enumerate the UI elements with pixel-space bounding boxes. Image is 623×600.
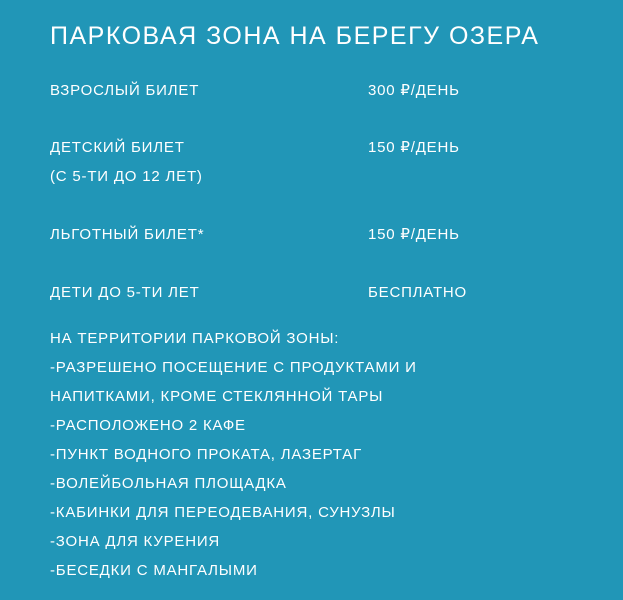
discount-ticket-label: ЛЬГОТНЫЙ БИЛЕТ* xyxy=(50,226,205,243)
feature-item: -ВОЛЕЙБОЛЬНАЯ ПЛОЩАДКА xyxy=(50,475,287,492)
page-title: ПАРКОВАЯ ЗОНА НА БЕРЕГУ ОЗЕРА xyxy=(50,22,540,50)
features-heading: НА ТЕРРИТОРИИ ПАРКОВОЙ ЗОНЫ: xyxy=(50,330,340,347)
child-ticket-label xyxy=(50,133,203,191)
child-ticket-title: ДЕТСКИЙ БИЛЕТ xyxy=(50,139,185,156)
adult-ticket-price: 300 ₽/ДЕНЬ xyxy=(368,82,460,99)
feature-item: -ЗОНА ДЛЯ КУРЕНИЯ xyxy=(50,533,221,550)
feature-item: -РАЗРЕШЕНО ПОСЕЩЕНИЕ С ПРОДУКТАМИ И xyxy=(50,359,417,376)
features-list xyxy=(50,324,417,585)
feature-item: -РАСПОЛОЖЕНО 2 КАФЕ xyxy=(50,417,246,434)
under5-price: БЕСПЛАТНО xyxy=(368,284,468,301)
child-ticket-age-note: (С 5-ТИ ДО 12 ЛЕТ) xyxy=(50,168,203,185)
discount-ticket-price: 150 ₽/ДЕНЬ xyxy=(368,226,460,243)
child-ticket-price: 150 ₽/ДЕНЬ xyxy=(368,139,460,156)
feature-item: -ПУНКТ ВОДНОГО ПРОКАТА, ЛАЗЕРТАГ xyxy=(50,446,362,463)
feature-item: -КАБИНКИ ДЛЯ ПЕРЕОДЕВАНИЯ, СУНУЗЛЫ xyxy=(50,504,396,521)
feature-item: -БЕСЕДКИ С МАНГАЛЫМИ xyxy=(50,562,258,579)
adult-ticket-label: ВЗРОСЛЫЙ БИЛЕТ xyxy=(50,82,200,99)
feature-item: НАПИТКАМИ, КРОМЕ СТЕКЛЯННОЙ ТАРЫ xyxy=(50,388,384,405)
under5-label: ДЕТИ ДО 5-ТИ ЛЕТ xyxy=(50,284,200,301)
